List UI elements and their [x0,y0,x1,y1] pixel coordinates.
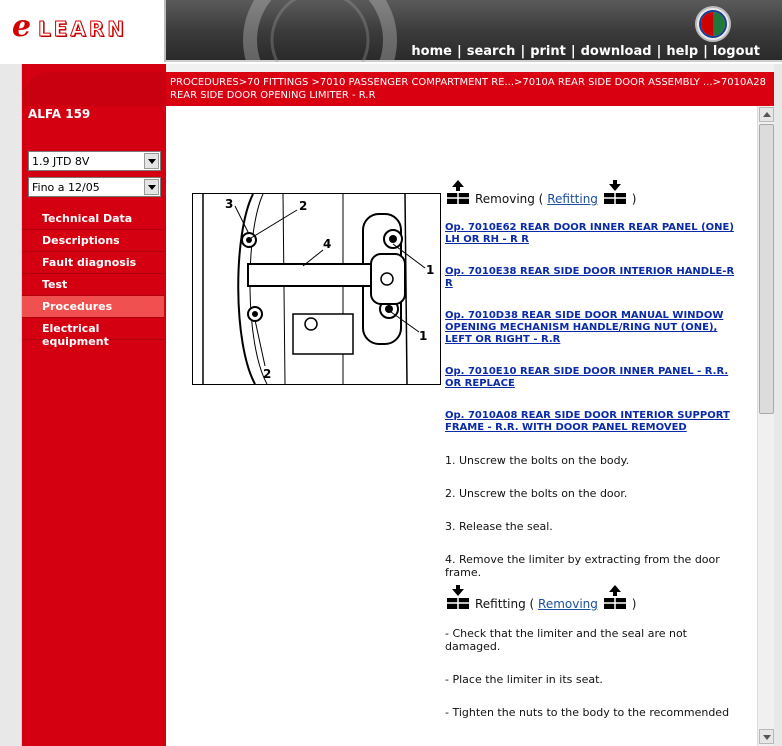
model-title: ALFA 159 [28,107,91,121]
refitting-label: Refitting ( [475,597,535,611]
date-select-value: Fino a 12/05 [32,181,100,194]
step-2: 2. Unscrew the bolts on the door. [445,487,628,500]
refitting-link[interactable]: Refitting [547,192,598,206]
op-link-7010d38[interactable]: Op. 7010D38 REAR SIDE DOOR MANUAL WINDOW OPENING MECHANISM HANDLE/RING NUT (ONE), LEFT OR RIGHT - R.R [445,310,724,345]
callout-1-bottom: 1 [419,329,428,343]
nav-download-link[interactable]: download [580,43,652,59]
callout-3: 3 [225,197,234,211]
scroll-down-icon[interactable] [759,729,774,744]
content-scrollbar[interactable] [757,106,774,746]
removing-up-arrow-icon [445,180,471,206]
callout-4: 4 [323,237,332,251]
callout-2-bottom: 2 [263,367,272,381]
nav-search-link[interactable]: search [466,43,516,59]
sidebar-top-curve [22,72,166,106]
sidebar-menu [22,208,164,348]
refit-step-2: - Place the limiter in its seat. [445,673,603,686]
alfa-romeo-badge-icon [695,6,731,42]
step-1: 1. Unscrew the bolts on the body. [445,454,630,467]
op-link-7010e38[interactable]: Op. 7010E38 REAR SIDE DOOR INTERIOR HANDLE-R R [445,266,735,289]
nav-print-link[interactable]: print [530,43,566,59]
door-limiter-illustration-icon [193,194,440,384]
sidebar-item-test[interactable]: Test [22,274,164,296]
step-3: 3. Release the seal. [445,520,553,533]
header-decoration-icon [170,0,450,62]
top-gap [166,64,782,72]
removing-link[interactable]: Removing [538,597,598,611]
engine-select[interactable] [28,151,161,171]
sidebar-item-electrical-equipment[interactable]: Electrical equipment [22,318,164,340]
breadcrumb: PROCEDURES>70 FITTINGS >7010 PASSENGER COMPARTMENT RE...>7010A REAR SIDE DOOR ASSEMBLY ...>7010A28 REAR SIDE DOOR OPENING LIMITER - R.R [170,77,766,101]
elearn-logo [0,0,166,62]
left-gutter [0,64,22,746]
refitting-close-paren: ) [631,597,637,611]
procedure-text [445,180,745,739]
removing-close-paren: ) [631,192,637,206]
chevron-down-icon[interactable] [144,179,159,195]
date-select[interactable] [28,177,161,197]
scroll-up-icon[interactable] [759,107,774,122]
sidebar-bottom-curve [22,720,166,746]
refitting-down-arrow-icon [602,180,628,206]
nav-logout-link[interactable]: logout [712,43,760,59]
nav-home-link[interactable]: home [411,43,452,59]
nav-help-link[interactable]: help [666,43,699,59]
removing-up-arrow-icon [602,585,628,611]
logo-e-text: e [12,9,32,44]
sidebar-item-descriptions[interactable]: Descriptions [22,230,164,252]
logo-learn-text: LEARN [38,17,128,41]
top-header [0,0,782,62]
top-navigation: home | search | print | download | help | logout [411,43,760,59]
chevron-down-icon[interactable] [144,153,159,169]
removing-header [445,180,745,206]
refitting-header [445,585,745,611]
procedure-content [168,106,757,746]
op-link-7010e10[interactable]: Op. 7010E10 REAR SIDE DOOR INNER PANEL - R.R. OR REPLACE [445,366,729,389]
removing-label: Removing ( [475,192,544,206]
callout-2-top: 2 [299,199,308,213]
right-gutter [774,64,782,746]
op-link-7010a08[interactable]: Op. 7010A08 REAR SIDE DOOR INTERIOR SUPPORT FRAME - R.R. WITH DOOR PANEL REMOVED [445,410,730,433]
op-link-7010e62[interactable]: Op. 7010E62 REAR DOOR INNER REAR PANEL (ONE) LH OR RH - R R [445,222,734,245]
sidebar-item-technical-data[interactable]: Technical Data [22,208,164,230]
scrollbar-thumb[interactable] [759,124,774,414]
step-4: 4. Remove the limiter by extracting from the door frame. [445,553,720,579]
callout-1-top: 1 [426,263,435,277]
sidebar-item-procedures[interactable]: Procedures [22,296,164,318]
refitting-down-arrow-icon [445,585,471,611]
engine-select-value: 1.9 JTD 8V [32,155,90,168]
refit-step-1: - Check that the limiter and the seal are not damaged. [445,627,687,653]
sidebar-item-fault-diagnosis[interactable]: Fault diagnosis [22,252,164,274]
door-limiter-diagram [192,193,441,385]
refit-step-3: - Tighten the nuts to the body to the recommended [445,706,730,719]
